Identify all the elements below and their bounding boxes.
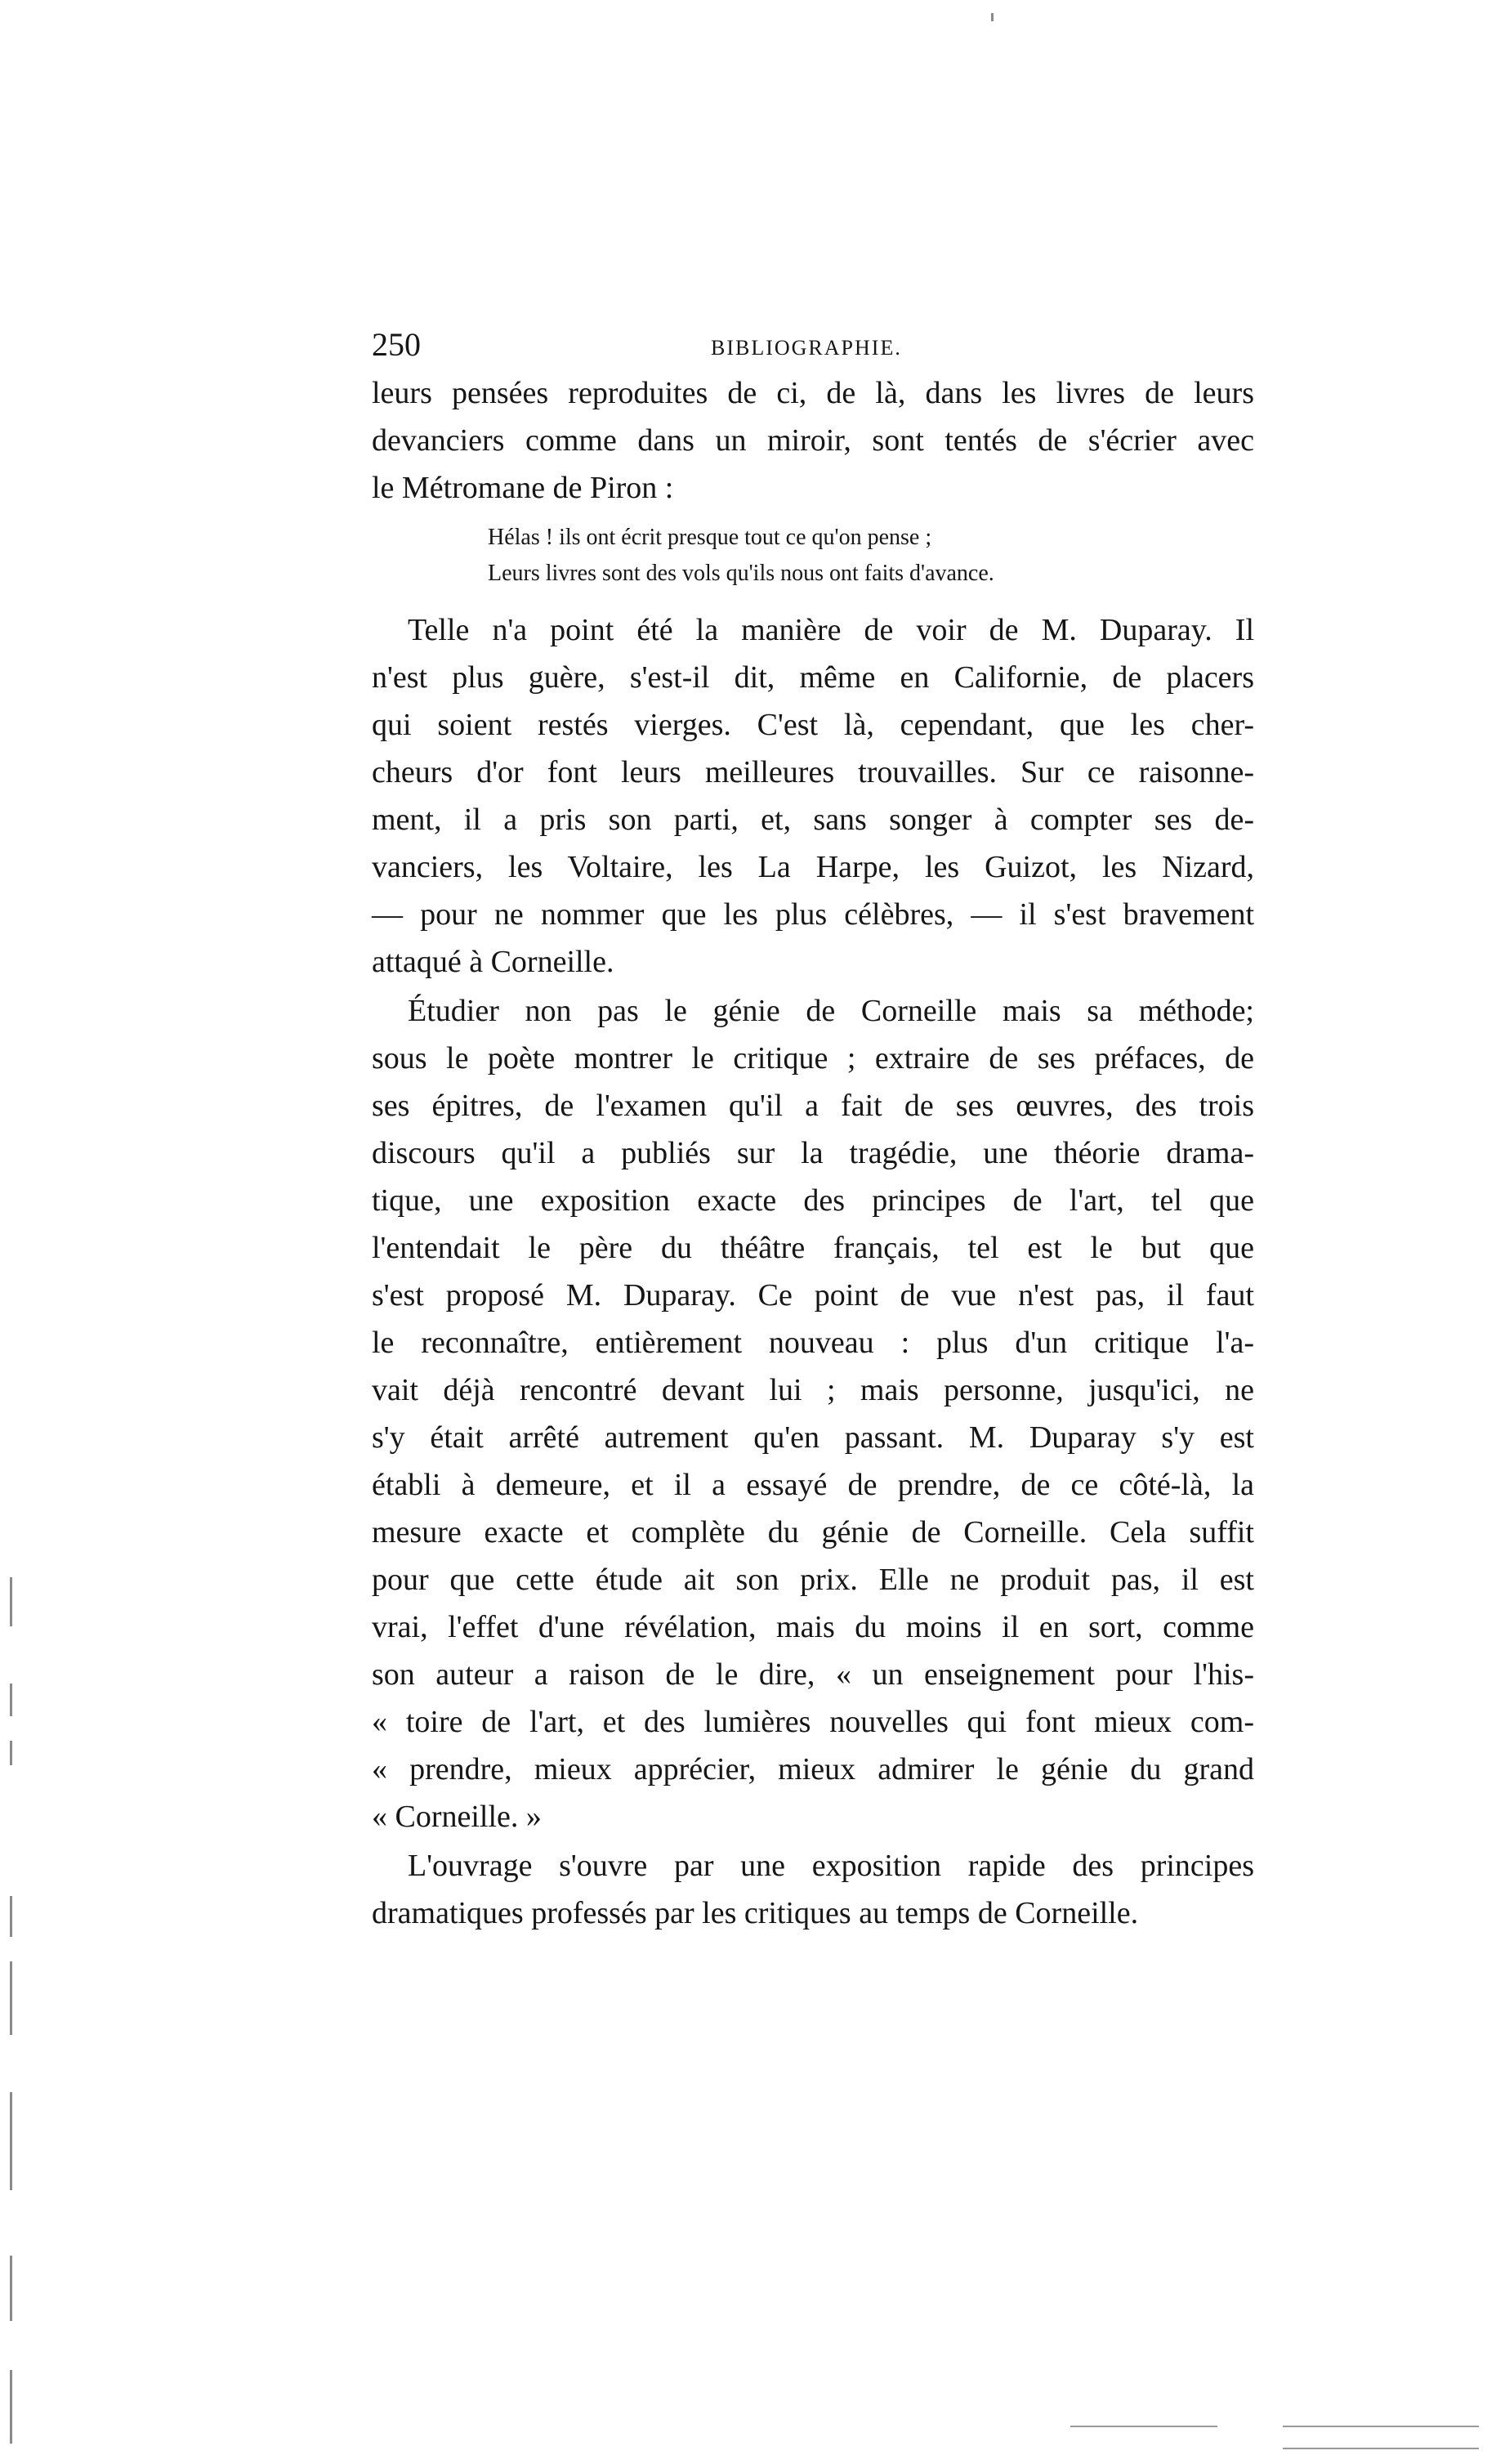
text-line: devanciers comme dans un miroir, sont tentés de s'écrier avec [372,423,1254,458]
verse-line: Leurs livres sont des vols qu'ils nous ont faits d'avance. [488,561,994,586]
text-line: qui soient restés vierges. C'est là, cependant, que les cher- [372,708,1254,742]
paragraph-4 [372,1842,1254,1937]
text-line: — pour ne nommer que les plus célèbres, — il s'est bravement [372,897,1254,932]
text-line: attaqué à Corneille. [372,945,614,979]
text-line: sous le poète montrer le critique ; extraire de ses préfaces, de [372,1041,1254,1075]
text-line: le reconnaître, entièrement nouveau : plus d'un critique l'a- [372,1326,1254,1360]
text-line: pour que cette étude ait son prix. Elle ne produit pas, il est [372,1563,1254,1597]
scan-margin-mark [10,2256,12,2321]
paragraph-2 [372,606,1254,986]
text-line: n'est plus guère, s'est-il dit, même en Californie, de placers [372,660,1254,695]
body-text [372,369,1254,1937]
paragraph-3 [372,987,1254,1840]
text-line: « Corneille. » [372,1800,542,1834]
text-line: Telle n'a point été la manière de voir de M. Duparay. Il [408,613,1254,647]
verse-line: Hélas ! ils ont écrit presque tout ce qu'on pense ; [488,525,932,550]
text-line: ses épitres, de l'examen qu'il a fait de ses œuvres, des trois [372,1089,1254,1123]
text-line: vait déjà rencontré devant lui ; mais personne, jusqu'ici, ne [372,1373,1254,1407]
text-line: dramatiques professés par les critiques au temps de Corneille. [372,1896,1139,1930]
text-line: ment, il a pris son parti, et, sans songer à compter ses de- [372,803,1254,837]
text-line: tique, une exposition exacte des principes de l'art, tel que [372,1183,1254,1218]
paragraph-1 [372,369,1254,512]
text-line: mesure exacte et complète du génie de Corneille. Cela suffit [372,1515,1254,1550]
scan-margin-mark [10,1577,12,1626]
text-line: s'est proposé M. Duparay. Ce point de vue n'est pas, il faut [372,1278,1254,1312]
scan-margin-mark [10,1684,12,1716]
scan-margin-mark [10,1896,12,1937]
scan-bottom-mark [1283,2448,1479,2449]
text-line: leurs pensées reproduites de ci, de là, dans les livres de leurs [372,376,1254,410]
running-head [372,322,1254,368]
text-line: son auteur a raison de le dire, « un enseignement pour l'his- [372,1657,1254,1692]
text-line: l'entendait le père du théâtre français, tel est le but que [372,1231,1254,1265]
text-line: s'y était arrêté autrement qu'en passant. M. Duparay s'y est [372,1420,1254,1455]
scan-margin-mark [10,1741,12,1765]
scan-margin-mark [991,13,994,21]
page-number: 250 [372,326,421,363]
text-line: discours qu'il a publiés sur la tragédie, une théorie drama- [372,1136,1254,1170]
scan-margin-mark [10,1961,12,2035]
scan-bottom-mark [1070,2426,1217,2427]
running-title: BIBLIOGRAPHIE. [711,336,902,360]
text-line: « toire de l'art, et des lumières nouvelles qui font mieux com- [372,1705,1254,1739]
text-line: « prendre, mieux apprécier, mieux admirer le génie du grand [372,1752,1254,1787]
verse-quote [372,520,1254,592]
text-line: vrai, l'effet d'une révélation, mais du moins il en sort, comme [372,1610,1254,1644]
text-line: le Métromane de Piron : [372,471,674,505]
text-line: cheurs d'or font leurs meilleures trouvailles. Sur ce raisonne- [372,755,1254,789]
text-line: établi à demeure, et il a essayé de prendre, de ce côté-là, la [372,1468,1254,1502]
text-line: L'ouvrage s'ouvre par une exposition rapide des principes [408,1849,1254,1883]
scan-margin-mark [10,2370,12,2444]
scan-margin-mark [10,2092,12,2190]
text-line: Étudier non pas le génie de Corneille mais sa méthode; [408,994,1254,1028]
text-line: vanciers, les Voltaire, les La Harpe, les Guizot, les Nizard, [372,850,1254,884]
scan-bottom-mark [1283,2426,1479,2427]
